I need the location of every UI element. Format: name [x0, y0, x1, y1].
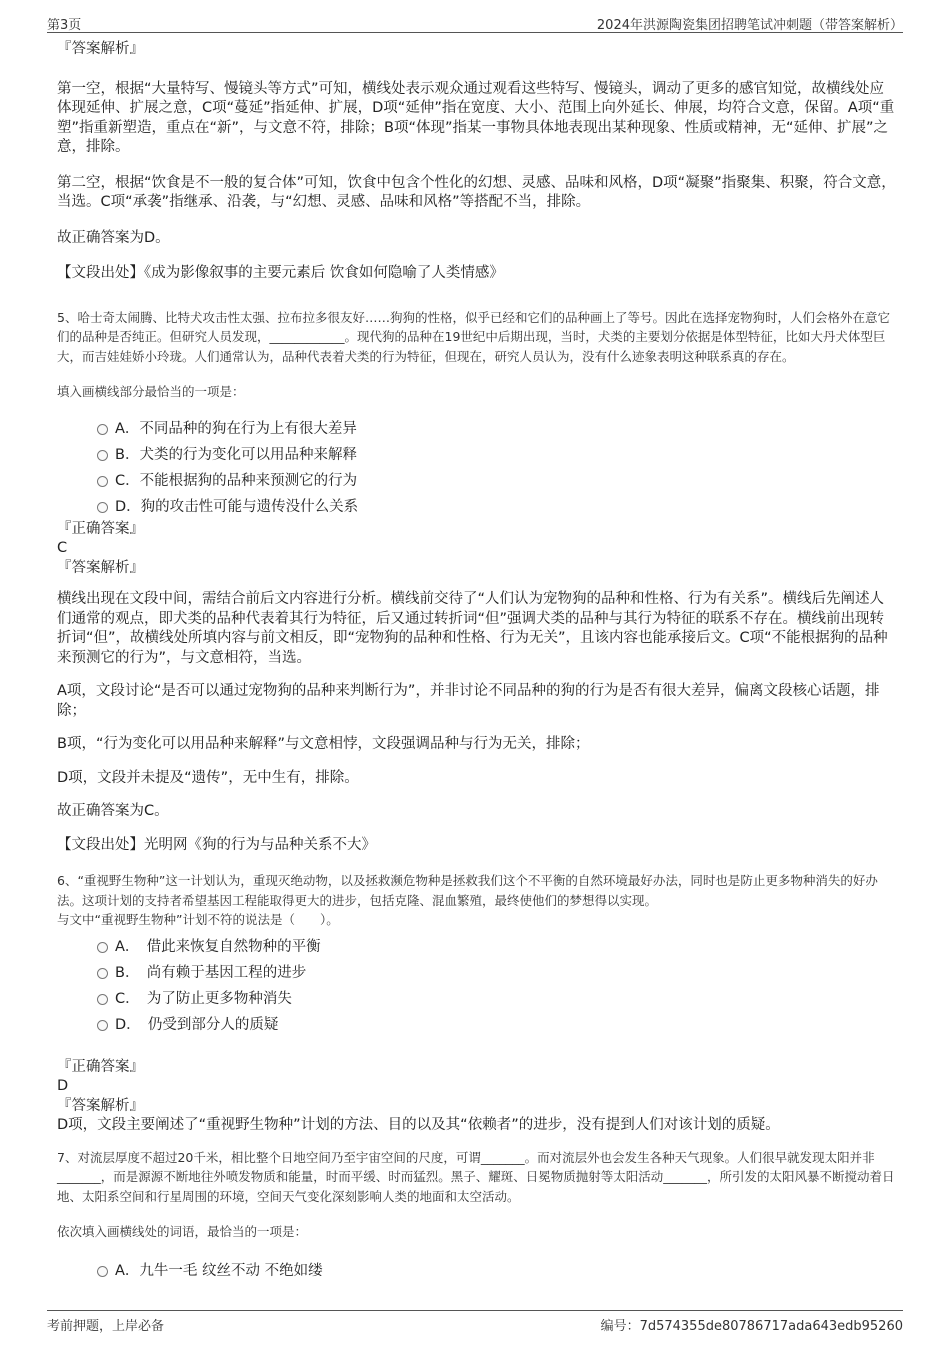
q6-option-a[interactable] [57, 934, 897, 960]
radio-icon[interactable] [97, 450, 108, 461]
q4-analysis-p1: 第一空，根据“大量特写、慢镜头等方式”可知，横线处表示观众通过观看这些特写、慢镜头，调动了更多的感官知觉，故横线处应体现延伸、扩展之意，C项“蔓延”指延伸、扩展，D项“延伸”指在宽度、大小、范围上向外延长、伸展，均符合文意，保留。A项“重塑”指重新塑造，重点在“新”，与文意不符，排除；B项“体现”指某一事物具体地表现出某种现象、性质或精神，无“延伸、扩展”之意，排除。 [57, 80, 895, 155]
q4-analysis-label: 『答案解析』 [57, 41, 144, 57]
q7-prompt: 依次填入画横线处的词语，最恰当的一项是： [57, 1224, 308, 1239]
q4-analysis-section [57, 40, 897, 284]
q5-option-a[interactable] [57, 416, 897, 442]
q5-answer: C [57, 540, 68, 556]
q4-analysis-p2: 第二空，根据“饮食是不一般的复合体”可知，饮食中包含个性化的幻想、灵感、品味和风格，D项“凝聚”指聚集、积聚，符合文意，当选。C项“承袭”指继承、沿袭，与“幻想、灵感、品味和风格”等搭配不当，排除。 [57, 174, 896, 210]
option-label: A．九牛一毛 纹丝不动 不绝如缕 [115, 1262, 323, 1279]
page-number: 第3页 [47, 18, 82, 33]
q5-conclusion: 故正确答案为C。 [57, 803, 169, 819]
page-header [47, 12, 903, 33]
radio-icon[interactable] [97, 968, 108, 979]
q5-analysis-p2: A项，文段讨论“是否可以通过宠物狗的品种来判断行为”，并非讨论不同品种的狗的行为是否有很大差异，偏离文段核心话题，排除； [57, 683, 880, 719]
q5-analysis-p3: B项，“行为变化可以用品种来解释”与文意相悖，文段强调品种与行为无关，排除； [57, 736, 590, 752]
q4-source: 【文段出处】《成为影像叙事的主要元素后 饮食如何隐喻了人类情感》 [57, 265, 504, 281]
q6-answer-label: 『正确答案』 [57, 1058, 144, 1075]
q5-source: 【文段出处】光明网《狗的行为与品种关系不大》 [57, 836, 376, 853]
q5-option-b[interactable] [57, 442, 897, 468]
q5-analysis-p1: 横线出现在文段中间，需结合前后文内容进行分析。横线前交待了“人们认为宠物狗的品种和性格、行为有关系”。横线后先阐述人们通常的观点，即犬类的品种代表着其行为特征，后又通过转折词“但”强调犬类的品种与其行为特征的联系不存在。横线前出现转折词“但”，故横线处所填内容与前文相反，即“宠物狗的品种和性格、行为无关”，且该内容也能承接后文。C项“不能根据狗的品种来预测它的行为”，与文意相符，当选。 [57, 591, 888, 666]
page-content [57, 40, 897, 1284]
q5-section [57, 308, 897, 856]
q5-option-d[interactable] [57, 494, 897, 520]
option-label: D． 仍受到部分人的质疑 [115, 1016, 279, 1033]
q6-answer: D [57, 1078, 69, 1094]
document-title: 2024年洪源陶瓷集团招聘笔试冲刺题（带答案解析） [596, 18, 903, 33]
radio-icon[interactable] [97, 502, 108, 513]
q6-analysis: D项，文段主要阐述了“重视野生物种”计划的方法、目的以及其“依赖者”的进步，没有提到人们对该计划的质疑。 [57, 1117, 780, 1133]
radio-icon[interactable] [97, 424, 108, 435]
q6-option-c[interactable] [57, 986, 897, 1012]
q5-analysis-p4: D项，文段并未提及“遗传”，无中生有，排除。 [57, 769, 359, 786]
q6-option-d[interactable] [57, 1012, 897, 1038]
q4-conclusion: 故正确答案为D。 [57, 229, 170, 246]
q7-option-a[interactable] [57, 1258, 897, 1284]
q5-stem: 5、哈士奇太闹腾、比特犬攻击性太强、拉布拉多很友好……狗狗的性格，似乎已经和它们的品种画上了等号。因此在选择宠物狗时，人们会格外在意它们的品种是否纯正。但研究人员发现，____________。现代狗的品种在19世纪中后期出现，当时，犬类的主要划分依据是体型特征，比如大丹犬体型巨大，而吉娃娃娇小玲珑。人们通常认为，品种代表着犬类的行为特征，但现在，研究人员认为，没有什么迹象表明这种联系真的存在。 [57, 309, 890, 364]
q6-section [57, 871, 897, 1136]
q6-stem: 6、“重视野生物种”这一计划认为，重现灭绝动物，以及拯救濒危物种是拯救我们这个不平衡的自然环境最好办法，同时也是防止更多物种消失的好办法。这项计划的支持者希望基因工程能取得更大的进步，包括克隆、混血繁殖，最终使他们的梦想得以实现。 [57, 873, 878, 908]
option-label: A．不同品种的狗在行为上有很大差异 [115, 420, 357, 437]
option-label: C．不能根据狗的品种来预测它的行为 [115, 472, 358, 489]
q6-analysis-label: 『答案解析』 [57, 1097, 144, 1114]
q7-section [57, 1148, 897, 1284]
q6-prompt: 与文中“重视野生物种”计划不符的说法是（ ）。 [57, 912, 339, 927]
page-footer [47, 1310, 903, 1333]
q5-option-c[interactable] [57, 468, 897, 494]
radio-icon[interactable] [97, 942, 108, 953]
document-id: 编号：7d574355de80786717ada643edb95260 [600, 1319, 903, 1334]
q6-option-b[interactable] [57, 960, 897, 986]
option-label: D．狗的攻击性可能与遗传没什么关系 [115, 498, 359, 515]
radio-icon[interactable] [97, 994, 108, 1005]
radio-icon[interactable] [97, 476, 108, 487]
option-label: C． 为了防止更多物种消失 [115, 990, 292, 1007]
footer-slogan: 考前押题，上岸必备 [47, 1319, 165, 1334]
option-label: B．犬类的行为变化可以用品种来解释 [115, 446, 357, 463]
q5-answer-label: 『正确答案』 [57, 520, 144, 537]
q7-stem: 7、对流层厚度不超过20千米，相比整个日地空间乃至宇宙空间的尺度，可谓_______。而对流层外也会发生各种天气现象。人们很早就发现太阳并非_______，而是源源不断地往外喷发物质和能量，时而平缓、时而猛烈。黑子、耀斑、日冕物质抛射等太阳活动_______，所引发的太阳风暴不断搅动着日地、太阳系空间和行星周围的环境，空间天气变化深刻影响人类的地面和太空活动。 [57, 1149, 895, 1204]
radio-icon[interactable] [97, 1266, 108, 1277]
option-label: B． 尚有赖于基因工程的进步 [115, 964, 307, 981]
option-label: A． 借此来恢复自然物种的平衡 [115, 938, 321, 955]
q5-analysis-label: 『答案解析』 [57, 559, 144, 576]
radio-icon[interactable] [97, 1020, 108, 1031]
q5-prompt: 填入画横线部分最恰当的一项是： [57, 384, 245, 399]
